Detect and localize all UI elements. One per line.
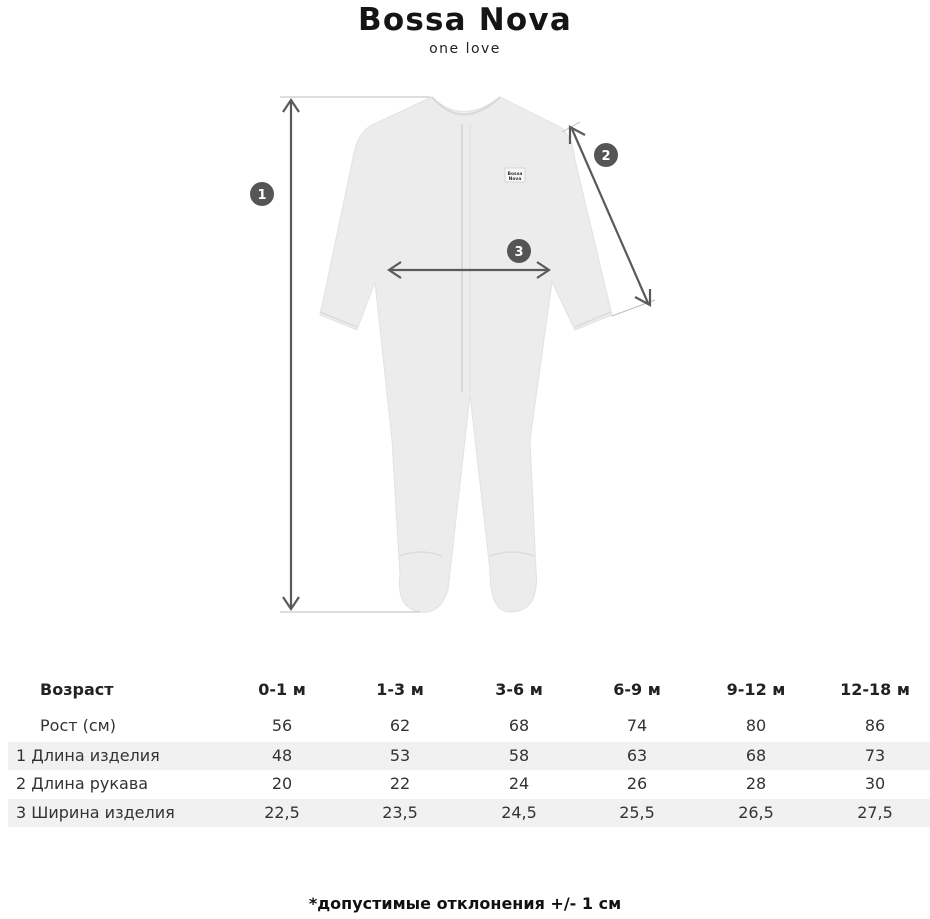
svg-text:3: 3 — [514, 245, 524, 260]
table-header-row — [0, 676, 930, 704]
tag-line-1: Bossa — [507, 172, 523, 177]
table-row — [8, 742, 930, 770]
tag-line-2: Nova — [508, 177, 522, 182]
header-age-label: Возраст — [40, 680, 114, 699]
marker-badge-3 — [507, 239, 531, 263]
table-row — [0, 770, 930, 798]
table-row — [8, 799, 930, 827]
brand-tagline: one love — [429, 41, 501, 57]
table-cell: 28 — [745, 774, 767, 793]
table-cell: 23,5 — [382, 803, 418, 822]
table-cell: 86 — [864, 716, 886, 735]
header-age-col: 1-3 м — [376, 680, 424, 699]
table-cell: 68 — [745, 746, 767, 765]
row-label: 3 Ширина изделия — [16, 803, 175, 822]
table-cell: 24,5 — [501, 803, 537, 822]
table-cell: 56 — [271, 716, 293, 735]
table-cell: 58 — [508, 746, 530, 765]
table-cell: 25,5 — [619, 803, 655, 822]
row-label: Рост (см) — [40, 716, 116, 735]
table-cell: 73 — [864, 746, 886, 765]
table-cell: 62 — [389, 716, 411, 735]
table-cell: 68 — [508, 716, 530, 735]
marker-badge-2 — [594, 143, 618, 167]
table-cell: 26 — [626, 774, 648, 793]
table-cell: 24 — [508, 774, 530, 793]
table-cell: 74 — [626, 716, 648, 735]
table-cell: 48 — [271, 746, 293, 765]
table-cell: 53 — [389, 746, 411, 765]
table-cell: 20 — [271, 774, 293, 793]
table-cell: 26,5 — [738, 803, 774, 822]
table-cell: 22,5 — [264, 803, 300, 822]
marker-badge-1 — [250, 182, 274, 206]
sleepsuit-shape — [320, 97, 612, 612]
header-age-col: 12-18 м — [840, 680, 910, 699]
table-row — [0, 712, 930, 740]
svg-text:2: 2 — [601, 149, 611, 164]
header-age-col: 3-6 м — [495, 680, 543, 699]
header-age-col: 0-1 м — [258, 680, 306, 699]
row-label: 1 Длина изделия — [16, 746, 160, 765]
table-cell: 22 — [389, 774, 411, 793]
row-label: 2 Длина рукава — [16, 774, 149, 793]
header-age-col: 9-12 м — [726, 680, 786, 699]
header-age-col: 6-9 м — [613, 680, 661, 699]
chest-tag — [505, 168, 525, 182]
svg-text:1: 1 — [257, 188, 267, 203]
tolerance-footnote: *допустимые отклонения +/- 1 см — [308, 894, 622, 913]
table-cell: 27,5 — [857, 803, 893, 822]
table-cell: 30 — [864, 774, 886, 793]
brand-name: Bossa Nova — [358, 2, 572, 38]
table-cell: 63 — [626, 746, 648, 765]
table-cell: 80 — [745, 716, 767, 735]
